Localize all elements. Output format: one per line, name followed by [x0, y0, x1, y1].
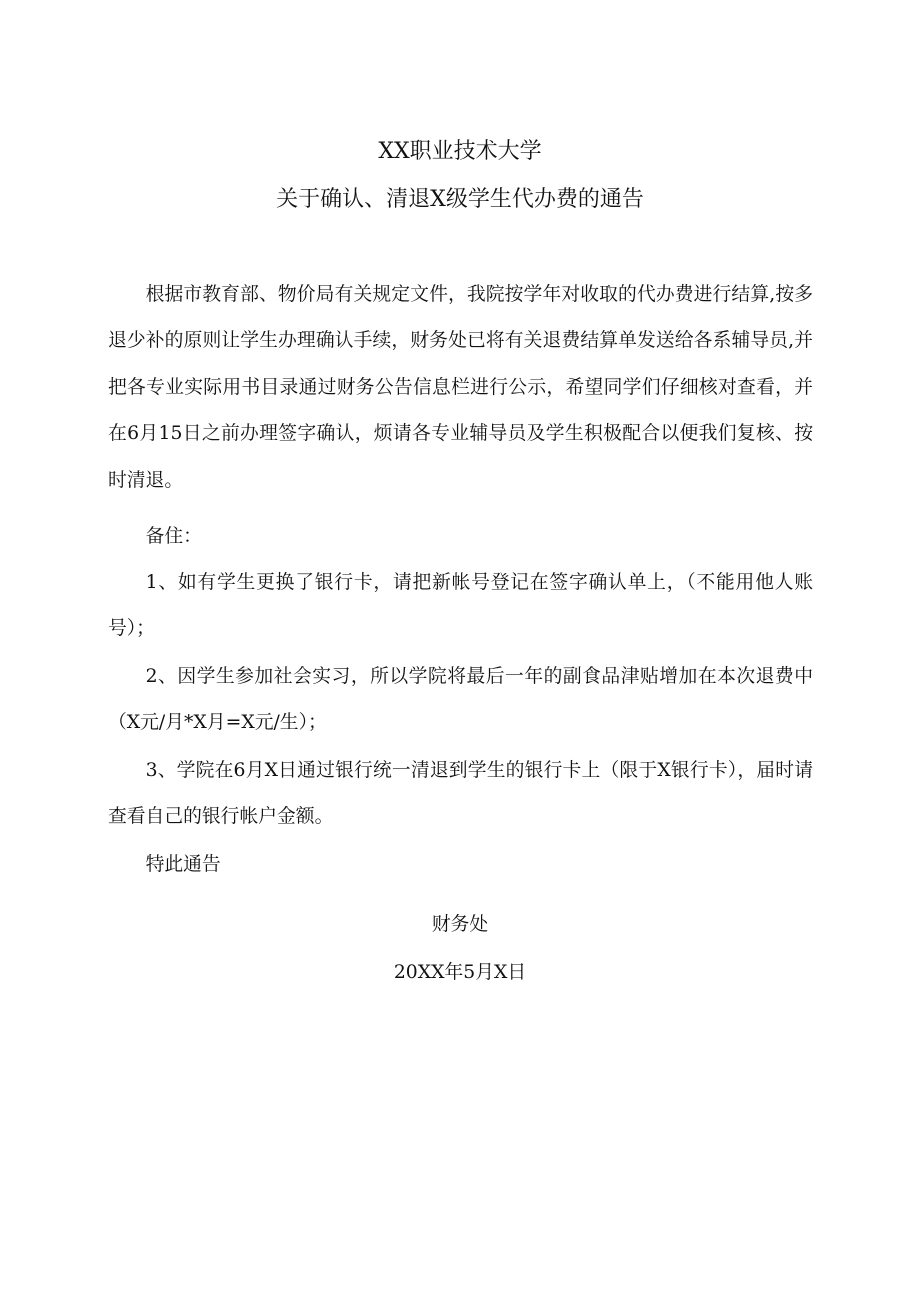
remark-item-3: 3、学院在6月X日通过银行统一清退到学生的银行卡上（限于X银行卡），届时请查看自己的银行帐户金额。 [108, 760, 813, 828]
closing-line: 特此通告 [145, 854, 221, 875]
signature-date: 20XX年5月X日 [393, 962, 527, 983]
main-paragraph: 根据市教育部、物价局有关规定文件，我院按学年对收取的代办费进行结算,按多退少补的原则让学生办理确认手续，财务处已将有关退费结算单发送给各系辅导员,并把各专业实际用书目录通过财务公告信息栏进行公示，希望同学们仔细核对查看，并在6月15日之前办理签字确认，烦请各专业辅导员及学生积极配合以便我们复核、按时清退。 [108, 284, 813, 491]
remark-label: 备住： [145, 526, 202, 547]
document-title-university: XX职业技术大学 [378, 139, 542, 164]
signature-department: 财务处 [431, 914, 489, 935]
remark-item-2: 2、因学生参加社会实习，所以学院将最后一年的副食品津贴增加在本次退费中（X元/月*X月=X元/生）； [108, 666, 813, 734]
document-title-notice: 关于确认、清退X级学生代办费的通告 [276, 187, 644, 212]
remark-item-1: 1、如有学生更换了银行卡，请把新帐号登记在签字确认单上，（不能用他人账号）； [108, 572, 813, 640]
